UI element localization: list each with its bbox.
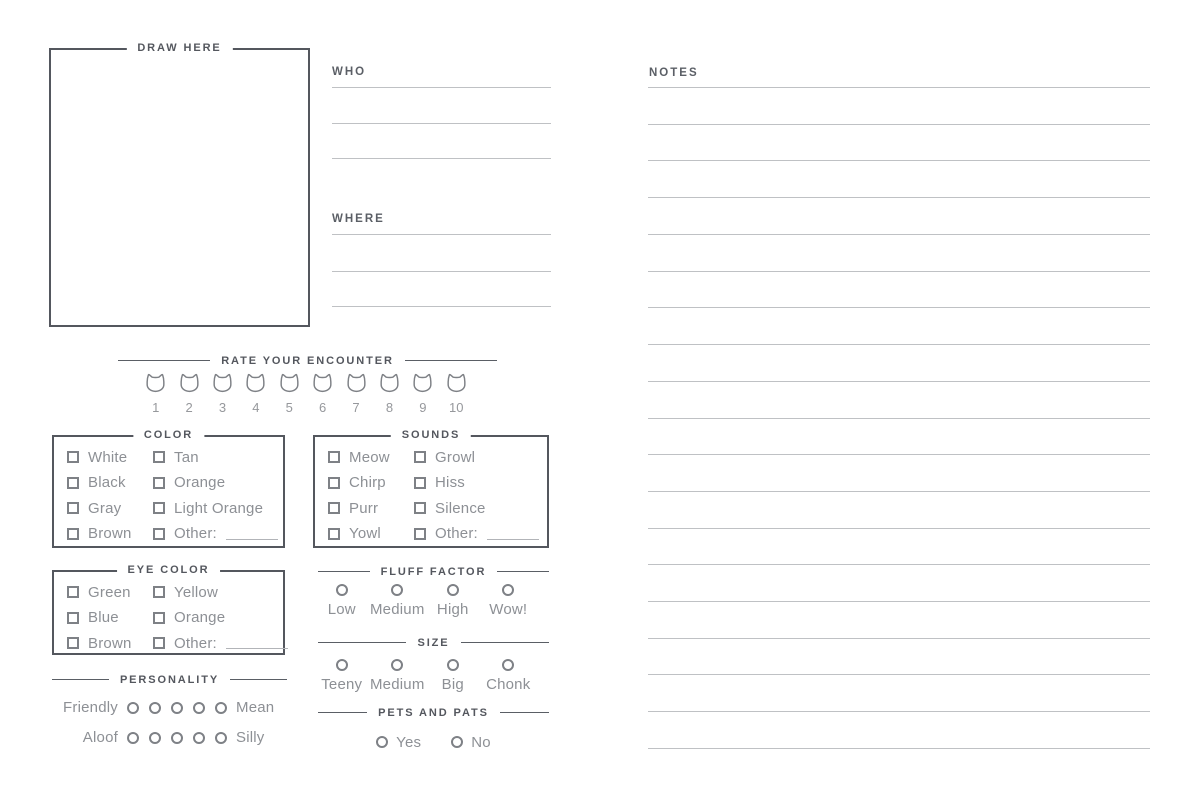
eye-color-options bbox=[54, 572, 283, 651]
option-label: Big bbox=[441, 676, 464, 693]
option-label: Growl bbox=[435, 448, 476, 466]
checkbox-option-black[interactable] bbox=[67, 475, 153, 491]
notes-writing-line[interactable] bbox=[648, 564, 1150, 565]
rule-right bbox=[461, 642, 549, 644]
eye-color-section bbox=[52, 564, 285, 655]
checkbox-icon[interactable] bbox=[153, 612, 165, 624]
radio-option-no[interactable] bbox=[451, 735, 491, 749]
option-label: No bbox=[471, 733, 491, 751]
checkbox-option-eye-orange[interactable] bbox=[153, 610, 288, 626]
option-label: White bbox=[88, 448, 128, 466]
radio-icon[interactable] bbox=[336, 659, 348, 671]
checkbox-option-growl[interactable] bbox=[414, 449, 547, 465]
rating-number: 9 bbox=[419, 400, 427, 415]
notes-writing-line[interactable] bbox=[648, 418, 1150, 419]
option-label: Gray bbox=[88, 499, 122, 517]
notes-writing-line[interactable] bbox=[648, 381, 1150, 382]
option-label: Other: bbox=[174, 634, 217, 652]
rating-cat-2[interactable] bbox=[172, 373, 205, 393]
sounds-options bbox=[315, 437, 547, 542]
radio-option-chonk[interactable] bbox=[481, 659, 537, 693]
radio-option-big[interactable] bbox=[425, 659, 481, 693]
checkbox-icon[interactable] bbox=[153, 637, 165, 649]
radio-icon[interactable] bbox=[391, 659, 403, 671]
cat-head-icon bbox=[345, 373, 368, 393]
checkbox-option-light-orange[interactable] bbox=[153, 500, 283, 516]
option-label: Brown bbox=[88, 634, 132, 652]
option-label: Hiss bbox=[435, 474, 465, 491]
checkbox-icon[interactable] bbox=[153, 502, 165, 514]
personality-section-header bbox=[52, 673, 287, 686]
option-label: Other: bbox=[174, 525, 217, 542]
notes-label: NOTES bbox=[649, 67, 699, 79]
option-label: Wow! bbox=[489, 601, 528, 618]
who-label: WHO bbox=[332, 66, 367, 78]
who-writing-line[interactable] bbox=[332, 158, 551, 159]
checkbox-option-orange[interactable] bbox=[153, 475, 283, 491]
radio-icon[interactable] bbox=[193, 702, 205, 714]
checkbox-icon[interactable] bbox=[414, 477, 426, 489]
notes-writing-line[interactable] bbox=[648, 160, 1150, 161]
checkbox-icon[interactable] bbox=[67, 502, 79, 514]
checkbox-option-gray[interactable] bbox=[67, 500, 153, 516]
cat-head-icon bbox=[278, 373, 301, 393]
checkbox-option-silence[interactable] bbox=[414, 500, 547, 516]
notes-writing-line[interactable] bbox=[648, 748, 1150, 749]
radio-icon[interactable] bbox=[447, 584, 459, 596]
checkbox-option-green[interactable] bbox=[67, 584, 153, 600]
rating-cat-5[interactable] bbox=[273, 373, 306, 393]
checkbox-option-purr[interactable] bbox=[328, 500, 414, 516]
radio-icon[interactable] bbox=[215, 702, 227, 714]
checkbox-icon[interactable] bbox=[328, 528, 340, 540]
radio-icon[interactable] bbox=[336, 584, 348, 596]
option-label: Orange bbox=[174, 474, 226, 491]
other-writing-line[interactable] bbox=[226, 637, 288, 649]
notes-writing-line[interactable] bbox=[648, 638, 1150, 639]
radio-option-size-medium[interactable] bbox=[370, 659, 426, 693]
radio-icon[interactable] bbox=[391, 584, 403, 596]
option-label: Chirp bbox=[349, 474, 386, 491]
rating-number: 2 bbox=[185, 400, 193, 415]
notes-writing-line[interactable] bbox=[648, 87, 1150, 88]
option-label: Tan bbox=[174, 448, 199, 466]
radio-option-high[interactable] bbox=[425, 584, 481, 618]
notes-writing-line[interactable] bbox=[648, 601, 1150, 602]
option-label: Purr bbox=[349, 499, 379, 517]
checkbox-icon[interactable] bbox=[414, 528, 426, 540]
rule-left bbox=[318, 712, 367, 714]
pets-title: PETS AND PATS bbox=[378, 706, 489, 719]
checkbox-option-other-color[interactable] bbox=[153, 526, 283, 542]
rating-cat-10[interactable] bbox=[440, 373, 473, 393]
checkbox-icon[interactable] bbox=[414, 451, 426, 463]
where-writing-line[interactable] bbox=[332, 271, 551, 272]
option-label: High bbox=[436, 601, 469, 618]
option-label: Yes bbox=[396, 733, 422, 751]
checkbox-icon[interactable] bbox=[414, 502, 426, 514]
radio-icon[interactable] bbox=[447, 659, 459, 671]
personality-scale-friendly-mean bbox=[52, 700, 292, 715]
checkbox-icon[interactable] bbox=[153, 528, 165, 540]
cat-head-icon bbox=[411, 373, 434, 393]
where-writing-line[interactable] bbox=[332, 234, 551, 235]
fluff-options bbox=[314, 584, 536, 618]
radio-icon[interactable] bbox=[451, 736, 463, 748]
rule-left bbox=[118, 360, 210, 362]
cat-head-icon bbox=[244, 373, 267, 393]
draw-area-title: DRAW HERE bbox=[126, 42, 232, 54]
option-label: Silence bbox=[435, 499, 486, 517]
rule-left bbox=[52, 679, 109, 681]
cat-head-icon bbox=[211, 373, 234, 393]
radio-icon[interactable] bbox=[502, 584, 514, 596]
option-label: Yellow bbox=[174, 583, 219, 601]
checkbox-option-other-sound[interactable] bbox=[414, 526, 547, 542]
size-section-header bbox=[318, 636, 549, 649]
checkbox-option-hiss[interactable] bbox=[414, 475, 547, 491]
rating-cat-9[interactable] bbox=[406, 373, 439, 393]
notes-writing-line[interactable] bbox=[648, 307, 1150, 308]
radio-icon[interactable] bbox=[171, 702, 183, 714]
size-options bbox=[314, 659, 536, 693]
scale-label-right: Silly bbox=[236, 729, 265, 746]
radio-icon[interactable] bbox=[376, 736, 388, 748]
fluff-title: FLUFF FACTOR bbox=[380, 565, 487, 578]
notes-writing-line[interactable] bbox=[648, 528, 1150, 529]
who-writing-line[interactable] bbox=[332, 123, 551, 124]
option-label: Other: bbox=[435, 525, 478, 542]
checkbox-option-other-eye[interactable] bbox=[153, 635, 288, 651]
rating-cat-8[interactable] bbox=[373, 373, 406, 393]
checkbox-option-blue[interactable] bbox=[67, 610, 153, 626]
color-options bbox=[54, 437, 283, 542]
checkbox-icon[interactable] bbox=[67, 612, 79, 624]
rating-numbers-row bbox=[139, 400, 473, 415]
checkbox-option-chirp[interactable] bbox=[328, 475, 414, 491]
option-label: Medium bbox=[369, 601, 425, 618]
option-label: Green bbox=[88, 583, 131, 601]
option-label: Chonk bbox=[486, 676, 531, 693]
color-section bbox=[52, 429, 285, 548]
checkbox-icon[interactable] bbox=[67, 477, 79, 489]
rating-number: 5 bbox=[285, 400, 293, 415]
scale-label-right: Mean bbox=[236, 699, 275, 716]
radio-icon[interactable] bbox=[149, 732, 161, 744]
checkbox-icon[interactable] bbox=[328, 451, 340, 463]
option-label: Blue bbox=[88, 609, 119, 626]
rating-number: 4 bbox=[252, 400, 260, 415]
notes-writing-line[interactable] bbox=[648, 271, 1150, 272]
radio-option-wow[interactable] bbox=[481, 584, 537, 618]
notes-writing-line[interactable] bbox=[648, 491, 1150, 492]
rating-number: 6 bbox=[319, 400, 327, 415]
radio-icon[interactable] bbox=[171, 732, 183, 744]
scale-label-left: Friendly bbox=[63, 699, 118, 716]
checkbox-option-meow[interactable] bbox=[328, 449, 414, 465]
rating-number: 8 bbox=[385, 400, 394, 415]
radio-icon[interactable] bbox=[193, 732, 205, 744]
checkbox-icon[interactable] bbox=[153, 586, 165, 598]
pets-section-header bbox=[318, 706, 549, 719]
radio-option-low[interactable] bbox=[314, 584, 370, 618]
scale-dots bbox=[127, 702, 227, 714]
rating-number: 7 bbox=[352, 400, 360, 415]
option-label: Light Orange bbox=[174, 499, 264, 517]
checkbox-option-white[interactable] bbox=[67, 449, 153, 465]
size-title: SIZE bbox=[417, 636, 450, 649]
rule-right bbox=[497, 571, 549, 573]
radio-option-medium[interactable] bbox=[370, 584, 426, 618]
personality-title: PERSONALITY bbox=[119, 673, 220, 686]
rating-cat-3[interactable] bbox=[206, 373, 239, 393]
rule-right bbox=[405, 360, 497, 362]
eye-color-title: EYE COLOR bbox=[117, 564, 221, 576]
pets-options bbox=[318, 735, 549, 749]
checkbox-icon[interactable] bbox=[67, 586, 79, 598]
checkbox-option-yowl[interactable] bbox=[328, 526, 414, 542]
scale-dots bbox=[127, 732, 227, 744]
other-writing-line[interactable] bbox=[487, 528, 539, 540]
cat-head-icon bbox=[144, 373, 167, 393]
option-label: Low bbox=[327, 601, 356, 618]
sounds-title: SOUNDS bbox=[391, 429, 471, 441]
option-label: Brown bbox=[88, 525, 132, 542]
rule-right bbox=[500, 712, 549, 714]
rule-left bbox=[318, 642, 406, 644]
radio-icon[interactable] bbox=[215, 732, 227, 744]
option-label: Teeny bbox=[321, 676, 363, 693]
where-label: WHERE bbox=[332, 213, 385, 225]
notes-writing-line[interactable] bbox=[648, 344, 1150, 345]
checkbox-icon[interactable] bbox=[67, 637, 79, 649]
checkbox-icon[interactable] bbox=[67, 528, 79, 540]
checkbox-icon[interactable] bbox=[67, 451, 79, 463]
radio-option-yes[interactable] bbox=[376, 735, 421, 749]
radio-icon[interactable] bbox=[127, 732, 139, 744]
option-label: Meow bbox=[349, 448, 390, 466]
rating-number: 3 bbox=[218, 400, 227, 415]
cat-head-icon bbox=[311, 373, 334, 393]
checkbox-option-tan[interactable] bbox=[153, 449, 283, 465]
rule-right bbox=[230, 679, 287, 681]
radio-icon[interactable] bbox=[127, 702, 139, 714]
rating-number: 1 bbox=[152, 400, 160, 415]
rating-cats-row bbox=[139, 373, 473, 393]
rating-cat-6[interactable] bbox=[306, 373, 339, 393]
rating-number: 10 bbox=[448, 400, 464, 415]
rule-left bbox=[318, 571, 370, 573]
other-writing-line[interactable] bbox=[226, 528, 278, 540]
radio-option-teeny[interactable] bbox=[314, 659, 370, 693]
option-label: Orange bbox=[174, 609, 226, 626]
rating-section-header bbox=[118, 354, 497, 367]
fluff-section-header bbox=[318, 565, 549, 578]
rating-title: RATE YOUR ENCOUNTER bbox=[221, 354, 394, 367]
option-label: Yowl bbox=[349, 525, 381, 542]
option-label: Black bbox=[88, 474, 126, 491]
checkbox-icon[interactable] bbox=[153, 477, 165, 489]
draw-area[interactable] bbox=[49, 42, 310, 327]
rating-cat-4[interactable] bbox=[239, 373, 272, 393]
notes-writing-line[interactable] bbox=[648, 197, 1150, 198]
where-writing-line[interactable] bbox=[332, 306, 551, 307]
notes-writing-line[interactable] bbox=[648, 674, 1150, 675]
radio-icon[interactable] bbox=[502, 659, 514, 671]
rating-cat-7[interactable] bbox=[339, 373, 372, 393]
notes-writing-line[interactable] bbox=[648, 711, 1150, 712]
cat-head-icon bbox=[445, 373, 468, 393]
option-label: Medium bbox=[369, 676, 425, 693]
checkbox-icon[interactable] bbox=[153, 451, 165, 463]
checkbox-option-brown[interactable] bbox=[67, 526, 153, 542]
notes-writing-line[interactable] bbox=[648, 124, 1150, 125]
scale-label-left: Aloof bbox=[82, 729, 118, 746]
who-writing-line[interactable] bbox=[332, 87, 551, 88]
radio-icon[interactable] bbox=[149, 702, 161, 714]
rating-cat-1[interactable] bbox=[139, 373, 172, 393]
sounds-section bbox=[313, 429, 549, 548]
cat-head-icon bbox=[178, 373, 201, 393]
checkbox-option-eye-brown[interactable] bbox=[67, 635, 153, 651]
color-title: COLOR bbox=[133, 429, 204, 441]
checkbox-option-yellow[interactable] bbox=[153, 584, 288, 600]
checkbox-icon[interactable] bbox=[328, 477, 340, 489]
notes-writing-line[interactable] bbox=[648, 234, 1150, 235]
checkbox-icon[interactable] bbox=[328, 502, 340, 514]
cat-head-icon bbox=[378, 373, 401, 393]
notes-writing-line[interactable] bbox=[648, 454, 1150, 455]
personality-scale-aloof-silly bbox=[52, 730, 292, 745]
